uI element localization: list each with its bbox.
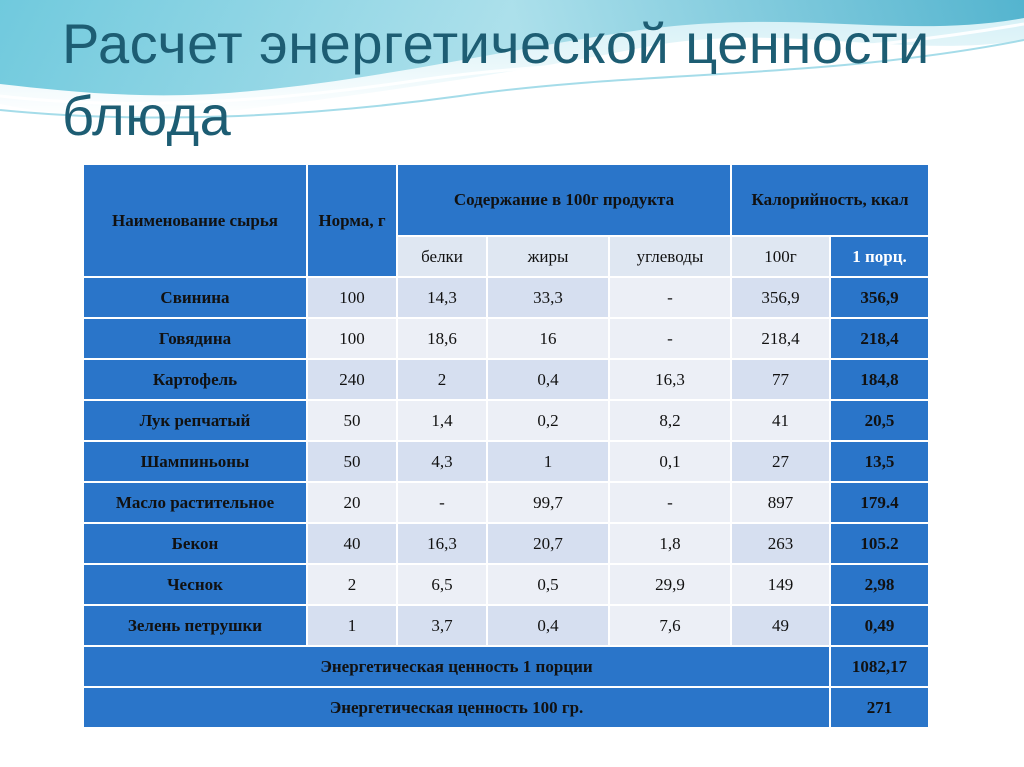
row-fat: 0,4 [488,360,608,399]
row-carbs: - [610,319,730,358]
table-header-row [84,165,928,235]
row-per100: 149 [732,565,829,604]
row-portion: 179.4 [831,483,928,522]
row-name: Картофель [84,360,306,399]
table-row [84,401,928,440]
row-protein: 2 [398,360,486,399]
row-norm: 1 [308,606,396,645]
row-norm: 100 [308,278,396,317]
row-name: Чеснок [84,565,306,604]
subheader-carbs: углеводы [610,237,730,276]
table-row [84,278,928,317]
row-name: Масло растительное [84,483,306,522]
row-carbs: - [610,483,730,522]
header-norm: Норма, г [308,165,396,276]
row-carbs: 8,2 [610,401,730,440]
header-calories: Калорийность, ккал [732,165,928,235]
subheader-per100: 100г [732,237,829,276]
row-protein: 4,3 [398,442,486,481]
row-norm: 2 [308,565,396,604]
total-label: Энергетическая ценность 1 порции [84,647,829,686]
table-row [84,524,928,563]
total-row [84,647,928,686]
row-per100: 27 [732,442,829,481]
row-portion: 356,9 [831,278,928,317]
row-fat: 99,7 [488,483,608,522]
row-portion: 0,49 [831,606,928,645]
row-fat: 16 [488,319,608,358]
row-name: Свинина [84,278,306,317]
row-protein: 6,5 [398,565,486,604]
row-norm: 240 [308,360,396,399]
row-protein: 14,3 [398,278,486,317]
nutrition-table [82,163,930,729]
row-norm: 100 [308,319,396,358]
row-name: Бекон [84,524,306,563]
table-row [84,442,928,481]
row-portion: 20,5 [831,401,928,440]
header-name: Наименование сырья [84,165,306,276]
row-name: Говядина [84,319,306,358]
total-label: Энергетическая ценность 100 гр. [84,688,829,727]
row-per100: 218,4 [732,319,829,358]
table-row [84,319,928,358]
table-row [84,565,928,604]
row-protein: 18,6 [398,319,486,358]
row-norm: 20 [308,483,396,522]
row-protein: 3,7 [398,606,486,645]
row-norm: 50 [308,401,396,440]
subheader-fat: жиры [488,237,608,276]
row-protein: - [398,483,486,522]
subheader-protein: белки [398,237,486,276]
row-portion: 105.2 [831,524,928,563]
page-title: Расчет энергетической ценности блюда [62,12,930,147]
row-carbs: 1,8 [610,524,730,563]
row-protein: 1,4 [398,401,486,440]
row-carbs: - [610,278,730,317]
row-name: Лук репчатый [84,401,306,440]
table-row [84,483,928,522]
row-name: Зелень петрушки [84,606,306,645]
row-fat: 0,5 [488,565,608,604]
row-per100: 263 [732,524,829,563]
row-fat: 1 [488,442,608,481]
total-row [84,688,928,727]
row-carbs: 29,9 [610,565,730,604]
row-fat: 20,7 [488,524,608,563]
row-portion: 13,5 [831,442,928,481]
row-carbs: 16,3 [610,360,730,399]
row-portion: 218,4 [831,319,928,358]
row-fat: 33,3 [488,278,608,317]
table-row [84,360,928,399]
total-value: 1082,17 [831,647,928,686]
row-protein: 16,3 [398,524,486,563]
row-carbs: 7,6 [610,606,730,645]
row-per100: 77 [732,360,829,399]
row-fat: 0,4 [488,606,608,645]
row-portion: 184,8 [831,360,928,399]
row-norm: 40 [308,524,396,563]
row-carbs: 0,1 [610,442,730,481]
table-row [84,606,928,645]
row-norm: 50 [308,442,396,481]
row-per100: 356,9 [732,278,829,317]
row-name: Шампиньоны [84,442,306,481]
total-value: 271 [831,688,928,727]
row-per100: 49 [732,606,829,645]
row-portion: 2,98 [831,565,928,604]
row-per100: 897 [732,483,829,522]
row-fat: 0,2 [488,401,608,440]
header-content: Содержание в 100г продукта [398,165,730,235]
row-per100: 41 [732,401,829,440]
subheader-per-portion: 1 порц. [831,237,928,276]
